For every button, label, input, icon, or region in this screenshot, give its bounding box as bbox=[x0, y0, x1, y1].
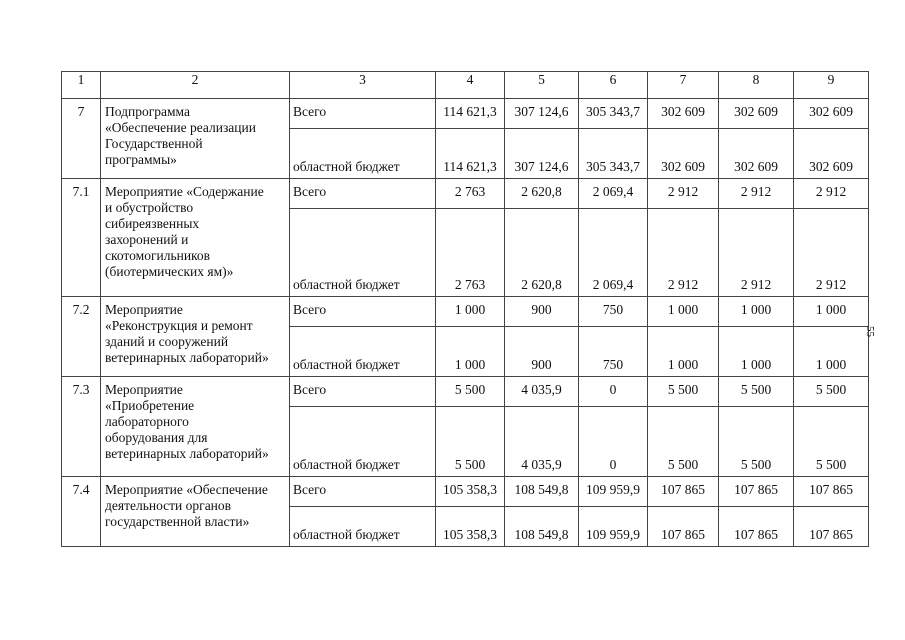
funding-label: областной бюджет bbox=[290, 209, 436, 297]
value-cell: 107 865 bbox=[794, 507, 869, 547]
row-name-line: сибиреязвенных bbox=[105, 216, 200, 231]
value-cell: 900 bbox=[505, 327, 579, 377]
value-cell: 305 343,7 bbox=[579, 129, 648, 179]
value-cell: 2 069,4 bbox=[579, 209, 648, 297]
funding-label: Всего bbox=[290, 377, 436, 407]
header-cell: 1 bbox=[62, 72, 101, 99]
value-cell: 1 000 bbox=[436, 297, 505, 327]
value-cell: 107 865 bbox=[794, 477, 869, 507]
row-name bbox=[101, 179, 290, 297]
value-cell: 5 500 bbox=[648, 407, 719, 477]
row-number: 7.2 bbox=[62, 297, 101, 377]
header-cell: 2 bbox=[101, 72, 290, 99]
value-cell: 302 609 bbox=[794, 129, 869, 179]
value-cell: 2 912 bbox=[719, 179, 794, 209]
value-cell: 307 124,6 bbox=[505, 129, 579, 179]
row-name-line: лабораторного bbox=[105, 414, 189, 429]
header-row bbox=[62, 72, 869, 99]
row-name bbox=[101, 99, 290, 179]
value-cell: 1 000 bbox=[719, 327, 794, 377]
row-name-line: и обустройство bbox=[105, 200, 194, 215]
table-row bbox=[62, 297, 869, 327]
value-cell: 107 865 bbox=[719, 507, 794, 547]
row-name-line: скотомогильников bbox=[105, 248, 211, 263]
row-name-line: «Реконструкция и ремонт bbox=[105, 318, 253, 333]
value-cell: 4 035,9 bbox=[505, 407, 579, 477]
value-cell: 2 763 bbox=[436, 179, 505, 209]
row-name-line: деятельности органов bbox=[105, 498, 232, 513]
value-cell: 5 500 bbox=[648, 377, 719, 407]
funding-label: Всего bbox=[290, 297, 436, 327]
header-cell: 4 bbox=[436, 72, 505, 99]
funding-label: областной бюджет bbox=[290, 407, 436, 477]
row-name-line: захоронений и bbox=[105, 232, 189, 247]
header-cell: 9 bbox=[794, 72, 869, 99]
value-cell: 2 912 bbox=[719, 209, 794, 297]
value-cell: 114 621,3 bbox=[436, 129, 505, 179]
row-name-line: Мероприятие «Содержание bbox=[105, 184, 264, 199]
row-name-line: оборудования для bbox=[105, 430, 208, 445]
value-cell: 302 609 bbox=[719, 99, 794, 129]
value-cell: 2 912 bbox=[794, 209, 869, 297]
value-cell: 302 609 bbox=[794, 99, 869, 129]
value-cell: 307 124,6 bbox=[505, 99, 579, 129]
funding-label: областной бюджет bbox=[290, 129, 436, 179]
value-cell: 2 763 bbox=[436, 209, 505, 297]
value-cell: 4 035,9 bbox=[505, 377, 579, 407]
budget-table bbox=[61, 71, 869, 547]
value-cell: 2 912 bbox=[648, 209, 719, 297]
header-cell: 8 bbox=[719, 72, 794, 99]
value-cell: 302 609 bbox=[648, 99, 719, 129]
value-cell: 107 865 bbox=[648, 507, 719, 547]
value-cell: 1 000 bbox=[648, 327, 719, 377]
value-cell: 1 000 bbox=[794, 297, 869, 327]
header-cell: 5 bbox=[505, 72, 579, 99]
value-cell: 114 621,3 bbox=[436, 99, 505, 129]
value-cell: 1 000 bbox=[436, 327, 505, 377]
value-cell: 107 865 bbox=[719, 477, 794, 507]
table-row bbox=[62, 99, 869, 129]
value-cell: 2 912 bbox=[794, 179, 869, 209]
header-cell: 6 bbox=[579, 72, 648, 99]
value-cell: 2 620,8 bbox=[505, 179, 579, 209]
row-number: 7 bbox=[62, 99, 101, 179]
value-cell: 108 549,8 bbox=[505, 477, 579, 507]
row-name-line: Мероприятие bbox=[105, 302, 183, 317]
row-name-line: ветеринарных лабораторий» bbox=[105, 350, 269, 365]
row-name-line: (биотермических ям)» bbox=[105, 264, 234, 279]
value-cell: 0 bbox=[579, 407, 648, 477]
value-cell: 5 500 bbox=[436, 377, 505, 407]
value-cell: 302 609 bbox=[719, 129, 794, 179]
value-cell: 5 500 bbox=[436, 407, 505, 477]
value-cell: 1 000 bbox=[648, 297, 719, 327]
funding-label: Всего bbox=[290, 179, 436, 209]
row-name-line: «Обеспечение реализации bbox=[105, 120, 256, 135]
value-cell: 2 069,4 bbox=[579, 179, 648, 209]
row-name-line: ветеринарных лабораторий» bbox=[105, 446, 269, 461]
row-name-line: Государственной bbox=[105, 136, 203, 151]
value-cell: 0 bbox=[579, 377, 648, 407]
header-cell: 3 bbox=[290, 72, 436, 99]
funding-label: областной бюджет bbox=[290, 327, 436, 377]
row-name-line: зданий и сооружений bbox=[105, 334, 229, 349]
row-name bbox=[101, 477, 290, 547]
row-name-line: Мероприятие bbox=[105, 382, 183, 397]
value-cell: 1 000 bbox=[794, 327, 869, 377]
value-cell: 105 358,3 bbox=[436, 507, 505, 547]
value-cell: 5 500 bbox=[794, 377, 869, 407]
table-row bbox=[62, 179, 869, 209]
row-name bbox=[101, 297, 290, 377]
value-cell: 2 912 bbox=[648, 179, 719, 209]
table-body bbox=[62, 99, 869, 547]
funding-label: областной бюджет bbox=[290, 507, 436, 547]
row-number: 7.1 bbox=[62, 179, 101, 297]
row-name-line: государственной власти» bbox=[105, 514, 250, 529]
value-cell: 5 500 bbox=[794, 407, 869, 477]
funding-label: Всего bbox=[290, 99, 436, 129]
row-name-line: программы» bbox=[105, 152, 177, 167]
value-cell: 107 865 bbox=[648, 477, 719, 507]
row-name bbox=[101, 377, 290, 477]
funding-label: Всего bbox=[290, 477, 436, 507]
value-cell: 2 620,8 bbox=[505, 209, 579, 297]
value-cell: 302 609 bbox=[648, 129, 719, 179]
value-cell: 109 959,9 bbox=[579, 477, 648, 507]
page-number: 55 bbox=[864, 326, 876, 337]
table-row bbox=[62, 477, 869, 507]
value-cell: 750 bbox=[579, 327, 648, 377]
row-name-line: Мероприятие «Обеспечение bbox=[105, 482, 268, 497]
value-cell: 5 500 bbox=[719, 407, 794, 477]
header-cell: 7 bbox=[648, 72, 719, 99]
value-cell: 105 358,3 bbox=[436, 477, 505, 507]
value-cell: 5 500 bbox=[719, 377, 794, 407]
value-cell: 1 000 bbox=[719, 297, 794, 327]
row-number: 7.4 bbox=[62, 477, 101, 547]
row-name-line: Подпрограмма bbox=[105, 104, 190, 119]
table-row bbox=[62, 377, 869, 407]
row-name-line: «Приобретение bbox=[105, 398, 195, 413]
value-cell: 750 bbox=[579, 297, 648, 327]
value-cell: 305 343,7 bbox=[579, 99, 648, 129]
value-cell: 109 959,9 bbox=[579, 507, 648, 547]
value-cell: 900 bbox=[505, 297, 579, 327]
value-cell: 108 549,8 bbox=[505, 507, 579, 547]
row-number: 7.3 bbox=[62, 377, 101, 477]
